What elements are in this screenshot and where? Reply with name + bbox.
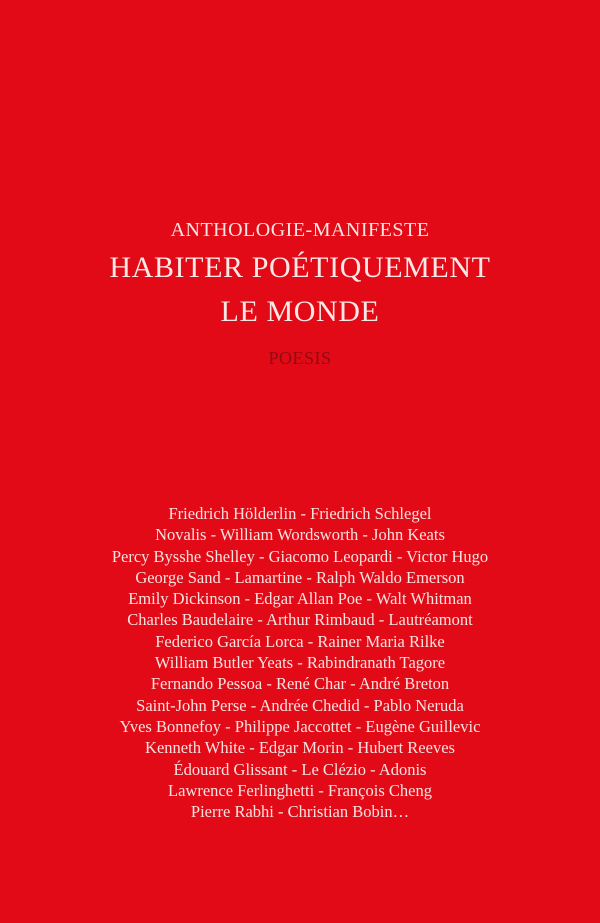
author-line: Emily Dickinson - Edgar Allan Poe - Walt Whitman [128,589,472,609]
cover-kicker: ANTHOLOGIE-MANIFESTE [170,219,430,241]
title-line-1: HABITER POÉTIQUEMENT [109,251,491,284]
author-line: Édouard Glissant - Le Clézio - Adonis [173,759,427,779]
author-line: Kenneth White - Edgar Morin - Hubert Reeves [145,738,455,758]
author-line: Pierre Rabhi - Christian Bobin… [190,802,410,822]
author-line: Federico García Lorca - Rainer Maria Rilke [155,631,445,651]
title-line-2: LE MONDE [220,295,380,328]
author-line: Percy Bysshe Shelley - Giacomo Leopardi - Victor Hugo [111,546,489,566]
author-line: Saint-John Perse - Andrée Chedid - Pablo Neruda [136,695,464,715]
author-line: William Butler Yeats - Rabindranath Tagore [154,653,446,673]
author-line: Lawrence Ferlinghetti - François Cheng [168,780,432,800]
publisher-name: POESIS [268,348,332,368]
author-line: Friedrich Hölderlin - Friedrich Schlegel [168,504,432,523]
author-list [0,503,600,822]
author-line: Yves Bonnefoy - Philippe Jaccottet - Eugène Guillevic [119,716,481,736]
title-block [0,216,600,370]
author-line: George Sand - Lamartine - Ralph Waldo Emerson [135,567,465,587]
author-line: Charles Baudelaire - Arthur Rimbaud - Lautréamont [127,610,473,630]
author-line: Fernando Pessoa - René Char - André Breton [150,674,450,694]
author-line: Novalis - William Wordsworth - John Keats [155,525,445,545]
